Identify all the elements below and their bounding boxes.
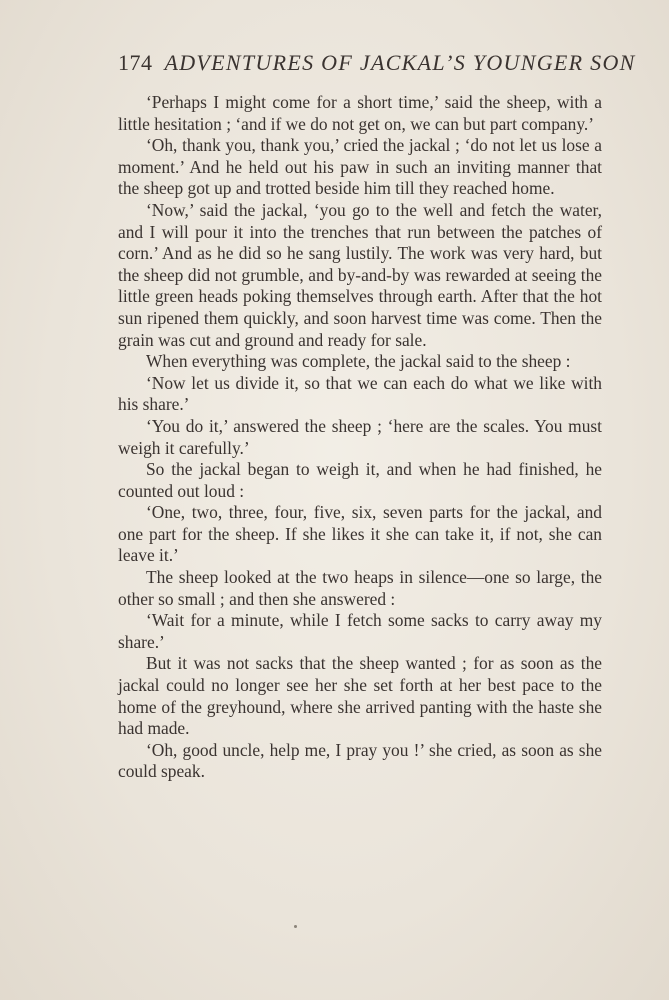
body-text bbox=[118, 92, 602, 783]
paragraph: ‘Wait for a minute, while I fetch some sacks to carry away my share.’ bbox=[118, 610, 602, 652]
paragraph: When everything was complete, the jackal said to the sheep : bbox=[146, 351, 571, 372]
paragraph: ‘Now let us divide it, so that we can each do what we like with his share.’ bbox=[118, 372, 602, 415]
running-title: ADVENTURES OF JACKAL’S YOUNGER SON bbox=[164, 50, 636, 75]
paragraph: But it was not sacks that the sheep wanted ; for as soon as the jackal could no longer see her she set forth at her best pace to the home of the greyhound, where she arrived panting with the haste she had made. bbox=[118, 653, 602, 739]
paragraph: ‘Perhaps I might come for a short time,’ said the sheep, with a little hesitation ; ‘and if we do not get on, we can but part company.’ bbox=[118, 92, 602, 134]
paragraph: ‘You do it,’ answered the sheep ; ‘here are the scales. You must weigh it carefully.’ bbox=[118, 415, 602, 458]
running-header bbox=[118, 50, 636, 76]
ink-speck bbox=[294, 925, 297, 928]
page-number: 174 bbox=[118, 50, 153, 75]
paragraph: So the jackal began to weigh it, and when he had finished, he counted out loud : bbox=[118, 459, 602, 501]
paragraph: ‘Now,’ said the jackal, ‘you go to the well and fetch the water, and I will pour it into the trenches that run between the patches of corn.’ And as he did so he sang lustily. The work was very hard, but the sheep did not grumble, and by-and-by was rewarded at seeing the little green heads poking themselves through earth. After that the hot sun ripened them quickly, and soon harvest time was come. Then the grain was cut and ground and ready for sale. bbox=[118, 199, 602, 350]
paragraph: ‘Oh, thank you, thank you,’ cried the jackal ; ‘do not let us lose a moment.’ And he held out his paw in such an inviting manner that the sheep got up and trotted beside him till they reached home. bbox=[118, 135, 602, 199]
paragraph: The sheep looked at the two heaps in silence—one so large, the other so small ; and then she answered : bbox=[118, 567, 602, 609]
paragraph: ‘One, two, three, four, five, six, seven parts for the jackal, and one part for the sheep. If she likes it she can take it, if not, she can leave it.’ bbox=[118, 502, 602, 566]
paragraph: ‘Oh, good uncle, help me, I pray you !’ she cried, as soon as she could speak. bbox=[118, 739, 602, 782]
